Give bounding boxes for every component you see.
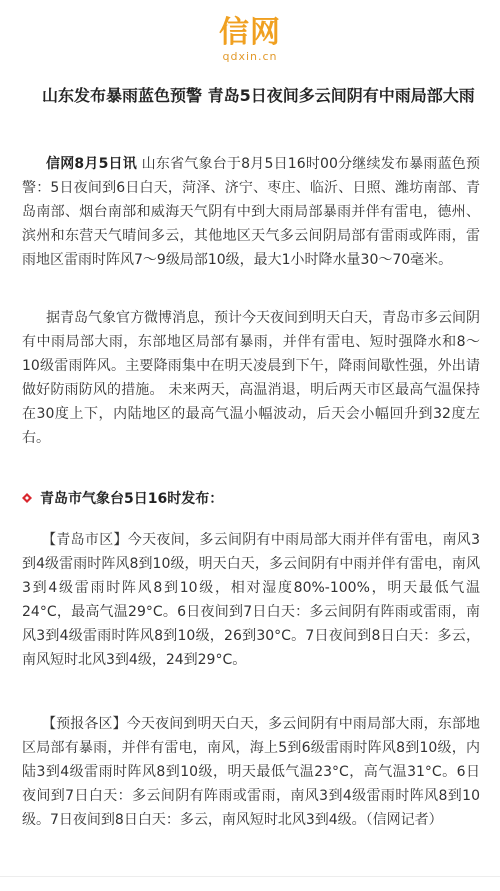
site-logo[interactable] <box>0 16 500 63</box>
article-paragraph-1 <box>22 152 480 272</box>
article-title: 山东发布暴雨蓝色预警 青岛5日夜间多云间阴有中雨局部大雨 <box>42 86 475 105</box>
diamond-bullet-icon <box>22 493 32 503</box>
section-heading-text: 青岛市气象台5日16时发布： <box>40 491 224 507</box>
article-paragraph-2: 据青岛气象官方微博消息，预计今天夜间到明天白天，青岛市多云间阴有中雨局部大雨，东部地区局部有暴雨，并伴有雷电、短时强降水和8～10级雷雨阵风。主要降雨集中在明天凌晨到下午，降雨间歇性强，外出请做好防雨防风的措施。 未来两天，高温消退，明后两天市区最高气温保持在30度上下，内陆地区的最高气温小幅波动，后天会小幅回升到32度左右。 <box>22 310 480 446</box>
logo-text: 信网 <box>219 15 281 50</box>
dateline: 信网8月5日讯 <box>46 156 137 172</box>
paragraph-1-body: 山东省气象台于8月5日16时00分继续发布暴雨蓝色预警：5日夜间到6日白天，菏泽、济宁、枣庄、临沂、日照、潍坊南部、青岛南部、烟台南部和威海天气阴有中到大雨局部暴雨并伴有雷电，德州、滨州和东营天气晴间多云，其他地区天气多云间阴局部有雷雨或阵雨，雷雨地区雷雨时阵风7～9级局部10级，最大1小时降水量30～70毫米。 <box>22 156 480 268</box>
divider <box>0 876 500 877</box>
logo-domain: qdxin.cn <box>222 50 278 63</box>
article-paragraph-4: 【预报各区】今天夜间到明天白天，多云间阴有中雨局部大雨，东部地区局部有暴雨，并伴有雷电，南风，海上5到6级雷雨时阵风8到10级，内陆3到4级雷雨时阵风8到10级，明天最低气温23°C，高气温31°C。6日夜间到7日白天：多云间阴有阵雨或雷雨，南风3到4级雷雨时阵风8到10级。7日夜间到8日白天：多云，南风短时北风3到4级。（信网记者） <box>22 716 480 828</box>
section-heading <box>22 487 480 511</box>
article-paragraph-3: 【青岛市区】今天夜间，多云间阴有中雨局部大雨并伴有雷电，南风3到4级雷雨时阵风8到10级，明天白天，多云间阴有中雨并伴有雷电，南风3到4级雷雨时阵风8到10级，相对湿度80%-100%，明天最低气温24°C，最高气温29°C。6日夜间到7日白天：多云间阴有阵雨或雷雨，南风3到4级雷雨时阵风8到10级，26到30°C。7日夜间到8日白天：多云，南风短时北风3到4级，24到29°C。 <box>22 532 480 668</box>
